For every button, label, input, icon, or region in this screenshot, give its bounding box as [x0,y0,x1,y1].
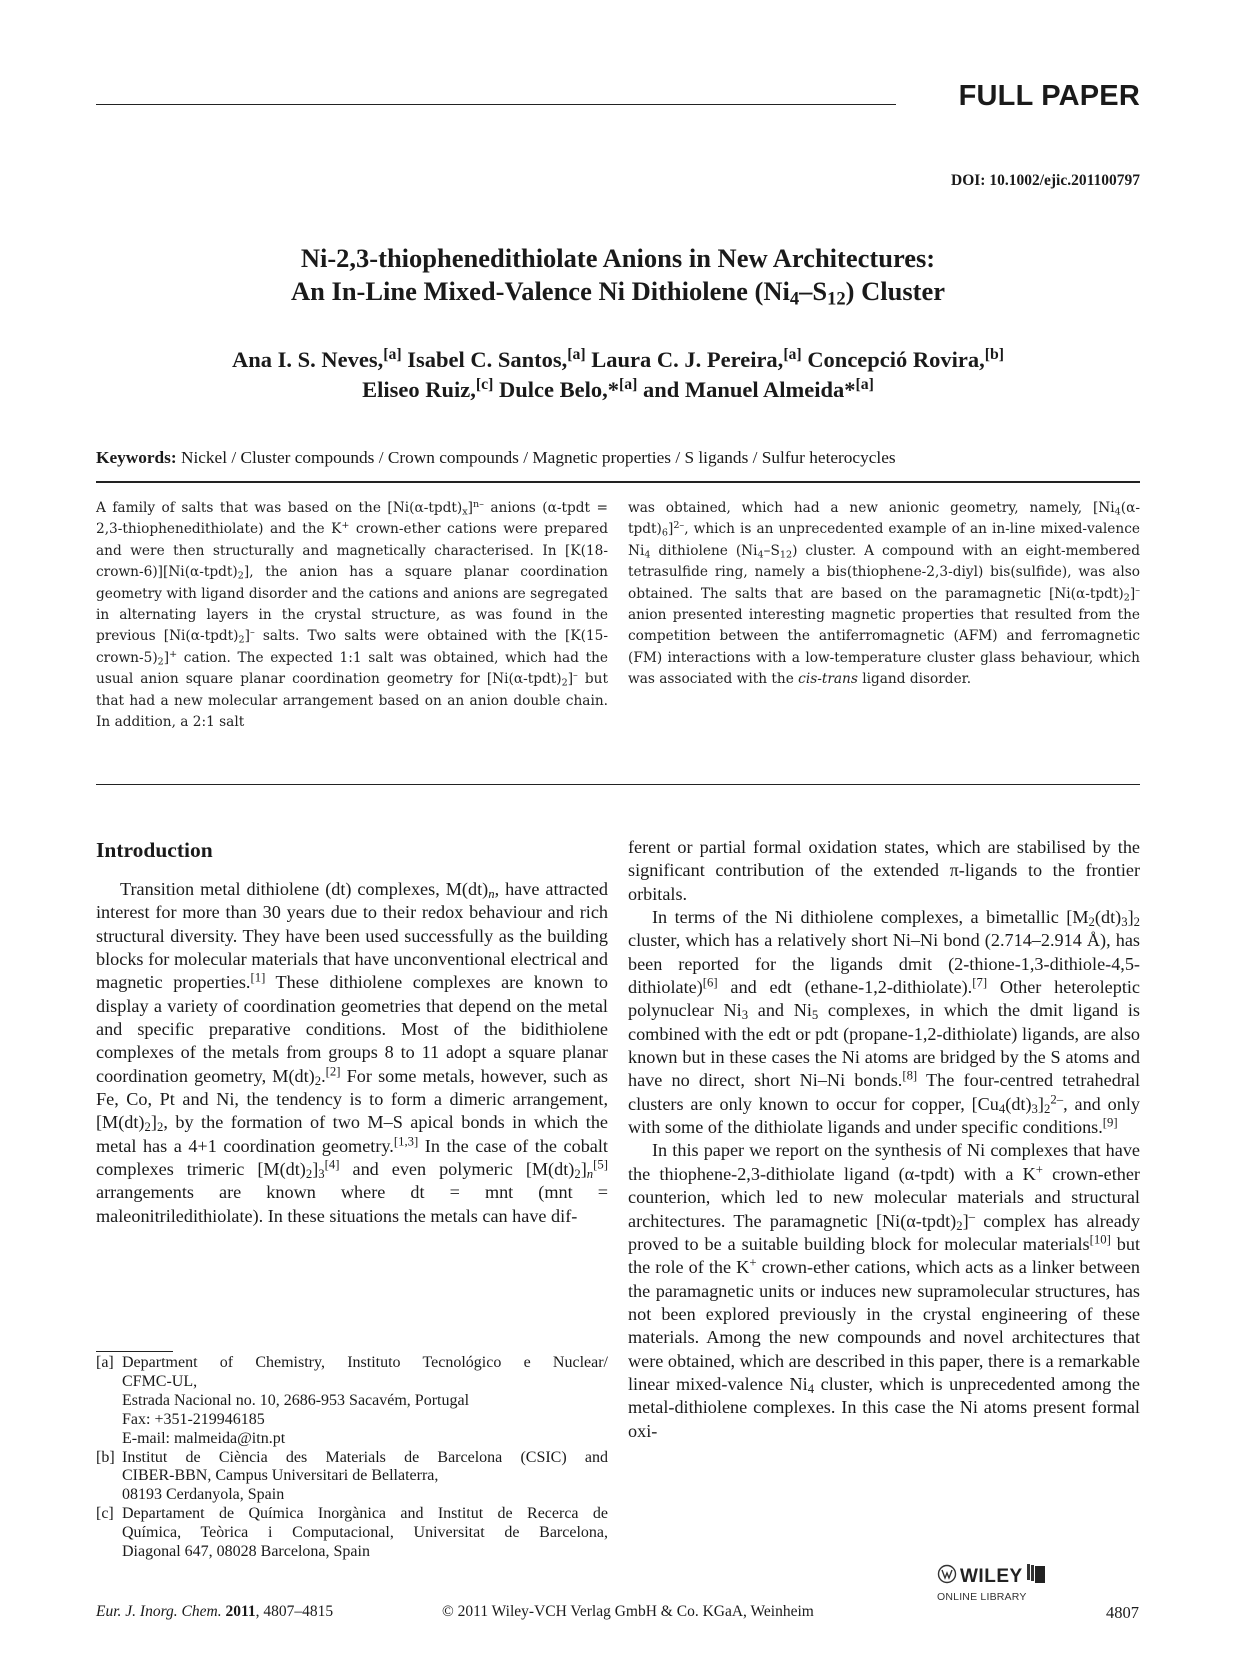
footnote-key: [b] [96,1448,115,1466]
library-books-icon [1026,1563,1046,1590]
body-column-right [628,836,1140,1443]
footnote-b [96,1449,608,1506]
page-number: 4807 [1106,1603,1139,1622]
wiley-wordmark: WILEY [960,1565,1023,1587]
wiley-emblem-icon [937,1564,957,1589]
wiley-online-library-logo[interactable] [937,1563,1047,1615]
footnote-line: CIBER-BBN, Campus Universitari de Bellaterra, [122,1467,439,1485]
footnote-line: CFMC-UL, [122,1372,198,1390]
journal-citation [96,1603,333,1621]
affiliation-footnotes [96,1354,608,1562]
footnote-line: Diagonal 647, 08028 Barcelona, Spain [122,1543,370,1561]
footnote-line: Estrada Nacional no. 10, 2686-953 Sacavém, Portugal [122,1391,470,1409]
doi[interactable]: DOI: 10.1002/ejic.201100797 [951,172,1140,189]
footnote-c [96,1505,608,1562]
keywords-rule [96,481,1140,483]
journal-name: Eur. J. Inorg. Chem. [96,1603,222,1620]
wiley-library-label: ONLINE LIBRARY [937,1591,1027,1603]
body-paragraph: In this paper we report on the synthesis of Ni complexes that have the thiophene-2,3-dithiolate ligand (α-tpdt) with a K+ crown-ether counterion, which led to new molecular materials and structural architectures. The paramagnetic $[Ni(\alpha-tpdt)_2]^-$ complex has already proved to be a suitable building block for molecular materials[10] but the role of the K+ crown-ether cations, which acts as a linker between the paramagnetic units or induces new supramolecular structures, has not been explored previously in the crystal engineering of these materials. Among the new compounds and novel architectures that were obtained, which are described in this paper, there is a remarkable linear mixed-valence $Ni_4$ cluster, which is unprecedented among the metal-dithiolene complexes. In this case the Ni atoms present formal oxi- [628,1140,1140,1441]
footnote-line: Fax: +351-219946185 [122,1410,265,1428]
footnote-line: Department of Chemistry, Instituto Tecnológico e Nuclear/ [122,1354,608,1371]
section-heading-introduction: Introduction [96,838,213,862]
body-paragraph: Transition metal dithiolene (dt) complexes, $M(dt)_n$, have attracted interest for more than 30 years due to their redox behaviour and rich structural diversity. They have been used successfully as the building blocks for molecular materials that have unconventional electrical and magnetic properties.[1] These dithiolene complexes are known to display a variety of coordination geometries that depend on the metal and specific preparative conditions. Most of the bidithiolene complexes of the metals from groups 8 to 11 adopt a square planar coordination geometry, $M(dt)_2.[2]$ For some metals, however, such as Fe, Co, Pt and Ni, the tendency is to form a dimeric arrangement, $[M(dt)_2]_2$, by the formation of two M–S apical bonds in which the metal has a 4+1 coordination geometry.[1,3] In the case of the cobalt complexes trimeric $[M(dt)_2]_3[4]$ and even polymeric $[M(dt)_2]_n[5]$ arrangements are known where dt = mnt (mnt = maleonitriledithiolate). In these situations the metals can have dif- [96,879,609,1226]
paper-title [96,242,1140,308]
footnote-line: 08193 Cerdanyola, Spain [122,1486,285,1504]
author-line: Eliseo Ruiz,[c] Dulce Belo,*[a] and Manuel Almeida*[a] [362,376,874,402]
footnote-a [96,1354,608,1449]
abstract-column-left: A family of salts that was based on the $[Ni(\alpha-tpdt)_x]^{n-}$ anions (α-tpdt = 2,3-thiophenedithiolate) and the K+ crown-ether cations were prepared and were then structurally and magnetically characterised. In $[K(18-crown-6)][Ni(\alpha-tpdt)_2]$, the anion has a square planar coordination geometry with ligand disorder and the cations and anions are segregated in alternating layers in the crystal structure, as was found in the previous $[Ni(\alpha-tpdt)_2]^-$ salts. Two salts were obtained with the $[K(15-crown-5)_2]^+$ cation. The expected 1:1 salt was obtained, which had the usual anion square planar coordination geometry for $[Ni(\alpha-tpdt)_2]^-$ but that had a new molecular arrangement based on an anion double chain. In addition, a 2:1 salt [96,499,608,731]
footnote-line: Institut de Ciència des Materials de Barcelona (CSIC) and [122,1448,608,1466]
journal-pages: , 4807–4815 [255,1603,334,1620]
title-line: Ni-2,3-thiophenedithiolate Anions in New Architectures: [300,243,936,273]
abstract-column-right: was obtained, which had a new anionic geometry, namely, $[Ni_4(\alpha-tpdt)_6]^{2-}$, which is an unprecedented example of an in-line mixed-valence $Ni_4$ dithiolene $(Ni_4-S_{12})$ cluster. A compound with an eight-membered tetrasulfide ring, namely a bis(thiophene-2,3-diyl) bis(sulfide), was also obtained. The salts that are based on the paramagnetic $[Ni(\alpha-tpdt)_2]^-$ anion presented interesting magnetic properties that resulted from the competition between the antiferromagnetic (AFM) and ferromagnetic (FM) interactions with a low-temperature cluster glass behaviour, which was associated with the cis-trans ligand disorder. [628,500,1140,688]
footnote-line: Departament de Química Inorgànica and Institut de Recerca de [122,1505,608,1523]
header-rule [96,104,896,105]
footnote-line: Química, Teòrica i Computacional, Universitat de Barcelona, [122,1524,608,1542]
body-paragraph: ferent or partial formal oxidation states, which are stabilised by the significant contribution of the extended π-ligands to the frontier orbitals. [628,837,1140,904]
keywords-label: Keywords: [96,448,177,467]
author-list [96,345,1140,405]
keywords [96,448,896,468]
body-column-left [96,878,608,1228]
keywords-list: Nickel / Cluster compounds / Crown compounds / Magnetic properties / S ligands / Sulfur heterocycles [176,448,896,467]
journal-year: 2011 [225,1603,256,1620]
title-line: An In-Line Mixed-Valence Ni Dithiolene $(Ni_4-S_{12})$ Cluster [291,276,945,310]
author-line: Ana I. S. Neves,[a] Isabel C. Santos,[a] Laura C. J. Pereira,[a] Concepció Rovira,[b] [231,346,1005,372]
email-link[interactable]: E-mail: malmeida@itn.pt [122,1429,286,1447]
footnote-key: [c] [96,1505,114,1523]
footnote-key: [a] [96,1354,114,1371]
section-label: FULL PAPER [958,80,1140,112]
body-paragraph: In terms of the Ni dithiolene complexes, a bimetallic $[M_2(dt)_3]_2$ cluster, which has a relatively short Ni–Ni bond (2.714–2.914 Å), has been reported for the ligands dmit (2-thione-1,3-dithiole-4,5-dithiolate)[6] and edt (ethane-1,2-dithiolate).[7] Other heteroleptic polynuclear $Ni_3$ and $Ni_5$ complexes, in which the dmit ligand is combined with the edt or pdt (propane-1,2-dithiolate) ligands, are also known but in these cases the Ni atoms are bridged by the S atoms and have no direct, short Ni–Ni bonds.[8] The four-centred tetrahedral clusters are only known to occur for copper, $[Cu_4(dt)_3]_2^{2-}$, and only with some of the dithiolate ligands and under specific conditions.[9] [628,907,1141,1138]
copyright: © 2011 Wiley-VCH Verlag GmbH & Co. KGaA, Weinheim [442,1603,814,1620]
abstract-rule [96,784,1140,785]
footnote-rule [96,1351,173,1352]
